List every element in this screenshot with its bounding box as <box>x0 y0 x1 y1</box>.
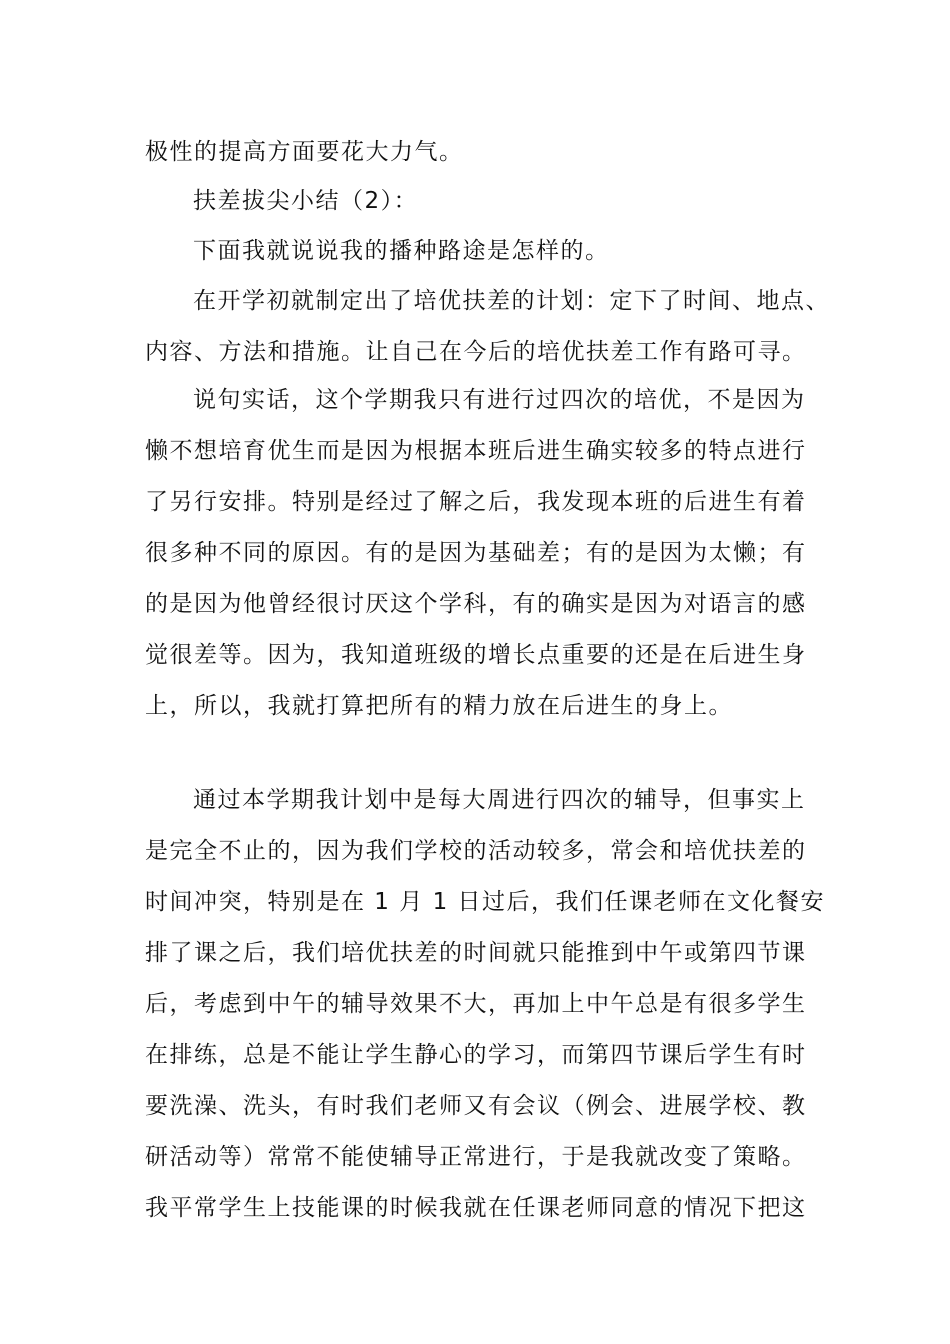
section-title: 扶差拔尖小结（2）： <box>193 188 419 214</box>
text-line: 在排练，总是不能让学生静心的学习，而第四节课后学生有时 <box>145 1042 807 1068</box>
paragraph-intro-end <box>145 127 815 178</box>
text-line: 在开学初就制定出了培优扶差的计划：定下了时间、地点、 <box>193 288 830 314</box>
paragraph-1 <box>145 226 815 277</box>
text-line: 很多种不同的原因。有的是因为基础差；有的是因为太懒；有 <box>145 540 807 566</box>
paragraph-3 <box>145 375 815 732</box>
text-line: 时间冲突，特别是在 1 月 1 日过后，我们任课老师在文化餐安 <box>145 889 826 915</box>
text-line: 说句实话，这个学期我只有进行过四次的培优，不是因为 <box>193 387 806 413</box>
text-line: 排了课之后，我们培优扶差的时间就只能推到中午或第四节课 <box>145 940 807 966</box>
text-line: 要洗澡、洗头，有时我们老师又有会议（例会、进展学校、教 <box>145 1093 807 1119</box>
paragraph-4 <box>145 775 826 1234</box>
text-line: 觉很差等。因为，我知道班级的增长点重要的还是在后进生身 <box>145 642 807 668</box>
text-line: 我平常学生上技能课的时候我就在任课老师同意的情况下把这 <box>145 1195 807 1221</box>
paragraph-2 <box>145 276 830 378</box>
text-line: 的是因为他曾经很讨厌这个学科，有的确实是因为对语言的感 <box>145 591 807 617</box>
text-line: 下面我就说说我的播种路途是怎样的。 <box>193 238 610 264</box>
text-line: 懒不想培育优生而是因为根据本班后进生确实较多的特点进行 <box>145 438 807 464</box>
text-line: 后，考虑到中午的辅导效果不大，再加上中午总是有很多学生 <box>145 991 807 1017</box>
text-line: 上，所以，我就打算把所有的精力放在后进生的身上。 <box>145 693 733 719</box>
text-line: 内容、方法和措施。让自己在今后的培优扶差工作有路可寻。 <box>145 339 807 365</box>
section-heading <box>145 176 815 227</box>
text-line: 极性的提高方面要花大力气。 <box>145 139 464 165</box>
text-line: 是完全不止的，因为我们学校的活动较多，常会和培优扶差的 <box>145 838 807 864</box>
text-line: 研活动等）常常不能使辅导正常进行，于是我就改变了策略。 <box>145 1144 807 1170</box>
text-line: 了另行安排。特别是经过了解之后，我发现本班的后进生有着 <box>145 489 807 515</box>
text-line: 通过本学期我计划中是每大周进行四次的辅导，但事实上 <box>193 787 806 813</box>
